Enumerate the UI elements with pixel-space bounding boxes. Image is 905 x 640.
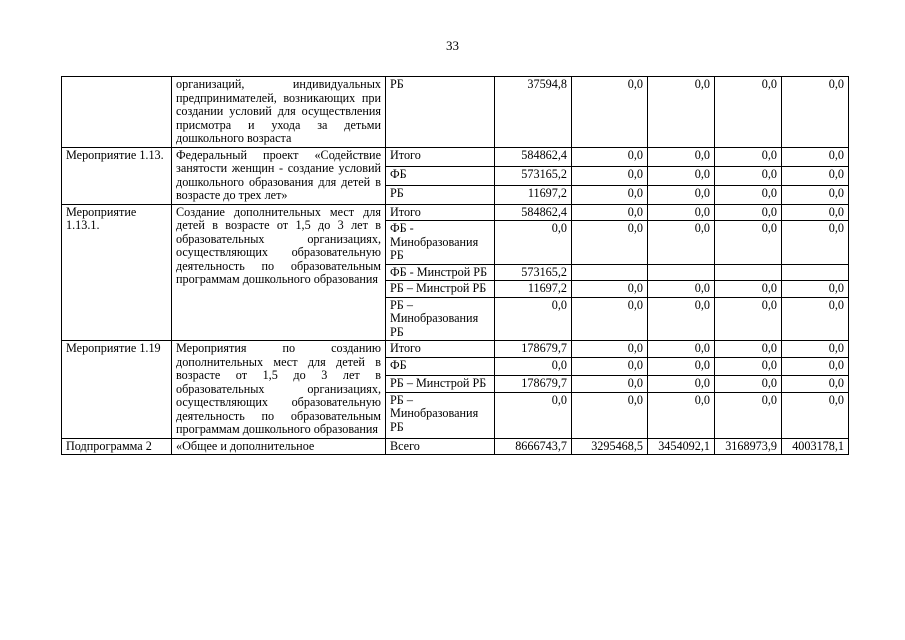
amount-cell: 0,0	[572, 147, 648, 166]
amount-cell: 3168973,9	[715, 438, 782, 455]
amount-cell: 0,0	[648, 166, 715, 185]
funding-source: РБ	[386, 77, 495, 148]
funding-source: РБ	[386, 185, 495, 204]
amount-cell: 573165,2	[495, 166, 572, 185]
funding-source: РБ – Минстрой РБ	[386, 375, 495, 392]
activity-label: Мероприятие 1.19	[62, 341, 172, 439]
table-row	[62, 77, 849, 148]
amount-cell: 3454092,1	[648, 438, 715, 455]
amount-cell: 0,0	[648, 392, 715, 438]
amount-cell: 0,0	[782, 185, 849, 204]
amount-cell: 0,0	[715, 204, 782, 221]
amount-cell: 0,0	[495, 297, 572, 341]
funding-source: РБ – Минстрой РБ	[386, 281, 495, 298]
activity-label: Подпрограмма 2	[62, 438, 172, 455]
amount-cell: 0,0	[715, 358, 782, 375]
amount-cell: 0,0	[495, 392, 572, 438]
amount-cell: 0,0	[782, 358, 849, 375]
funding-source: Итого	[386, 341, 495, 358]
table-row	[62, 204, 849, 221]
amount-cell: 0,0	[648, 341, 715, 358]
amount-cell: 0,0	[782, 147, 849, 166]
amount-cell: 0,0	[648, 358, 715, 375]
funding-source: Итого	[386, 204, 495, 221]
amount-cell: 0,0	[782, 77, 849, 148]
amount-cell: 8666743,7	[495, 438, 572, 455]
page-number: 33	[446, 38, 459, 53]
funding-source: Итого	[386, 147, 495, 166]
amount-cell: 37594,8	[495, 77, 572, 148]
amount-cell: 4003178,1	[782, 438, 849, 455]
amount-cell: 0,0	[648, 204, 715, 221]
amount-cell: 0,0	[572, 375, 648, 392]
amount-cell: 0,0	[782, 341, 849, 358]
amount-cell: 0,0	[572, 341, 648, 358]
amount-cell: 0,0	[648, 147, 715, 166]
activity-description: Создание дополнительных мест для детей в возрасте от 1,5 до 3 лет в образовательных организациях, осуществляющих образовательную деятельность по образовательным программам дошкольного образования	[172, 204, 386, 341]
amount-cell: 0,0	[782, 297, 849, 341]
budget-table	[61, 76, 849, 455]
amount-cell: 573165,2	[495, 264, 572, 281]
amount-cell: 0,0	[572, 166, 648, 185]
amount-cell: 0,0	[648, 281, 715, 298]
activity-label: Мероприятие 1.13.1.	[62, 204, 172, 341]
amount-cell: 0,0	[715, 341, 782, 358]
amount-cell: 0,0	[572, 358, 648, 375]
amount-cell	[572, 264, 648, 281]
table-row	[62, 438, 849, 455]
amount-cell: 0,0	[648, 185, 715, 204]
funding-source: РБ – Минобразования РБ	[386, 392, 495, 438]
funding-source: Всего	[386, 438, 495, 455]
amount-cell: 0,0	[572, 281, 648, 298]
amount-cell: 0,0	[782, 204, 849, 221]
amount-cell: 0,0	[782, 166, 849, 185]
amount-cell: 0,0	[648, 221, 715, 265]
amount-cell: 584862,4	[495, 147, 572, 166]
funding-source: ФБ	[386, 166, 495, 185]
funding-source: ФБ - Минобразования РБ	[386, 221, 495, 265]
amount-cell: 0,0	[715, 281, 782, 298]
amount-cell: 0,0	[715, 221, 782, 265]
funding-source: ФБ	[386, 358, 495, 375]
table-row	[62, 341, 849, 358]
amount-cell: 0,0	[648, 77, 715, 148]
amount-cell: 0,0	[495, 358, 572, 375]
amount-cell: 0,0	[715, 375, 782, 392]
amount-cell: 11697,2	[495, 281, 572, 298]
amount-cell: 0,0	[782, 375, 849, 392]
amount-cell: 11697,2	[495, 185, 572, 204]
amount-cell: 0,0	[715, 392, 782, 438]
amount-cell: 0,0	[715, 166, 782, 185]
amount-cell: 0,0	[648, 375, 715, 392]
activity-description: «Общее и дополнительное	[172, 438, 386, 455]
amount-cell: 0,0	[572, 221, 648, 265]
amount-cell: 0,0	[572, 77, 648, 148]
activity-label	[62, 77, 172, 148]
amount-cell: 584862,4	[495, 204, 572, 221]
amount-cell: 0,0	[782, 281, 849, 298]
amount-cell: 0,0	[715, 147, 782, 166]
amount-cell: 0,0	[572, 204, 648, 221]
amount-cell: 0,0	[782, 221, 849, 265]
amount-cell: 0,0	[572, 297, 648, 341]
activity-description: Федеральный проект «Содействие занятости женщин - создание условий дошкольного образования для детей в возрасте до трех лет»	[172, 147, 386, 204]
amount-cell: 0,0	[715, 297, 782, 341]
funding-source: ФБ - Минстрой РБ	[386, 264, 495, 281]
amount-cell: 0,0	[572, 185, 648, 204]
amount-cell	[715, 264, 782, 281]
activity-description: Мероприятия по созданию дополнительных мест для детей в возрасте от 1,5 до 3 лет в образовательных организациях, осуществляющих образовательную деятельность по образовательным программам дошкольного образования	[172, 341, 386, 439]
funding-source: РБ – Минобразования РБ	[386, 297, 495, 341]
amount-cell	[782, 264, 849, 281]
amount-cell: 178679,7	[495, 375, 572, 392]
amount-cell: 0,0	[715, 77, 782, 148]
amount-cell	[648, 264, 715, 281]
amount-cell: 0,0	[715, 185, 782, 204]
amount-cell: 0,0	[572, 392, 648, 438]
amount-cell: 0,0	[495, 221, 572, 265]
amount-cell: 3295468,5	[572, 438, 648, 455]
amount-cell: 0,0	[648, 297, 715, 341]
activity-label: Мероприятие 1.13.	[62, 147, 172, 204]
amount-cell: 0,0	[782, 392, 849, 438]
amount-cell: 178679,7	[495, 341, 572, 358]
activity-description: организаций, индивидуальных предпринимателей, возникающих при создании условий для осуществления присмотра и ухода за детьми дошкольного возраста	[172, 77, 386, 148]
table-row	[62, 147, 849, 166]
